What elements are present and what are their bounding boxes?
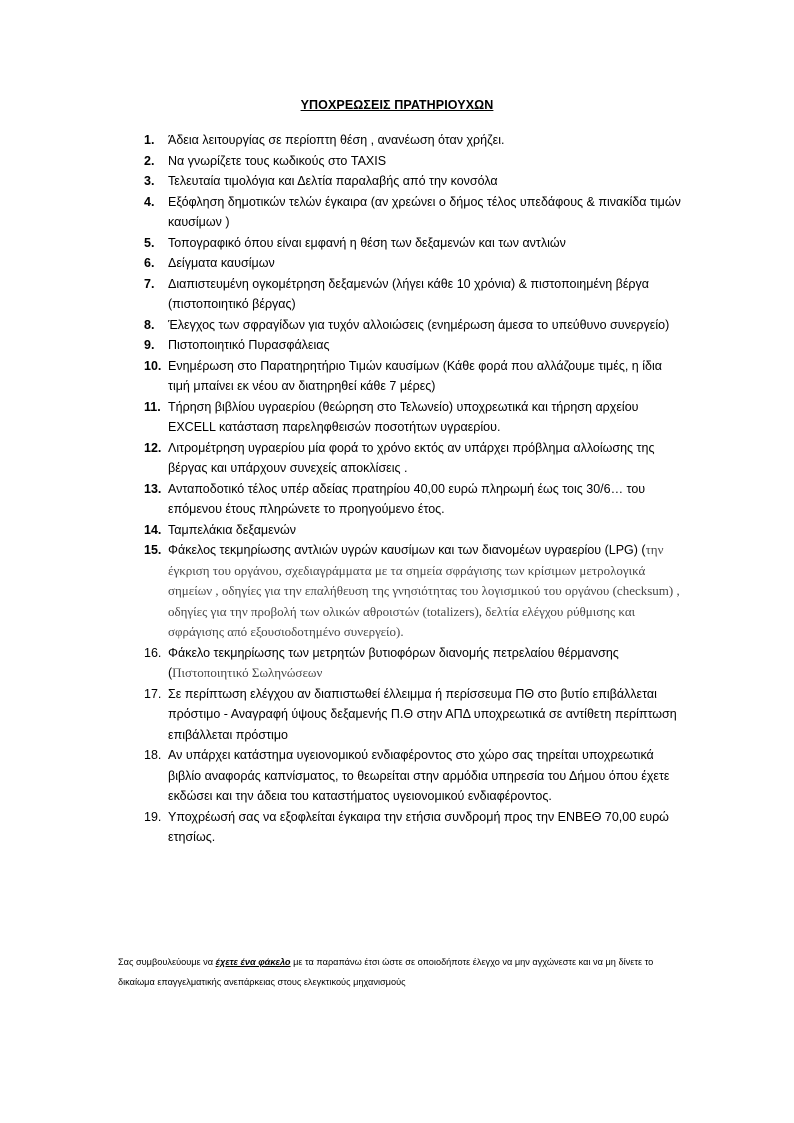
list-item-number: 1. (144, 133, 155, 147)
list-item (124, 130, 684, 151)
list-item (124, 171, 684, 192)
list-item-text: Πιστοποιητικό Πυρασφάλειας (168, 338, 330, 352)
list-item-text: Δείγματα καυσίμων (168, 256, 275, 270)
list-item-number: 19. (144, 809, 162, 824)
list-item-number: 8. (144, 317, 155, 332)
list-item-text: Υποχρέωσή σας να εξοφλείται έγκαιρα την ετήσια συνδρομή προς την ΕΝΒΕΘ 70,00 ευρώ ετησίως. (168, 809, 669, 844)
list-item-number: 9. (144, 338, 155, 352)
list-item-text: Τήρηση βιβλίου υγραερίου (θεώρηση στο Τελωνείο) υποχρεωτικά και τήρηση αρχείου EXCELL κατάσταση παρεληφθεισών ποσοτήτων υγραερίου. (168, 399, 639, 434)
list-item (124, 520, 684, 541)
list-item-detail: την έγκριση του οργάνου, σχεδιαγράμματα με τα σημεία σφράγισης των κρίσιμων μετρολογικά σημείων , οδηγίες για την επαλήθευση της γνησιότητας του λογισμικού του οργάνου (checksum) , οδηγίες για την προβολή των ολικών αθροιστών (totalizers), δελτία ελέγχου ρύθμισης και σφράγισης από εξουσιοδοτημένο συνεργείο). (168, 542, 680, 639)
list-item-number: 5. (144, 235, 155, 250)
list-item-number: 6. (144, 256, 155, 270)
list-item (124, 643, 684, 684)
list-item-text: Ανταποδοτικό τέλος υπέρ αδείας πρατηρίου 40,00 ευρώ πληρωμή έως τοις 30/6… του επόμενου έτους πληρώνετε το προηγούμενο έτος. (168, 481, 646, 516)
list-item-text: Λιτρομέτρηση υγραερίου μία φορά το χρόνο εκτός αν υπάρχει πρόβλημα αλλοίωσης της βέργας και υπάρχουν συνεχείς αποκλίσεις . (168, 440, 655, 475)
list-item-number: 11. (144, 399, 161, 414)
list-item (124, 192, 684, 233)
list-item-text: Φάκελος τεκμηρίωσης αντλιών υγρών καυσίμων και των διανομέων υγραερίου (LPG) ( (168, 543, 646, 557)
list-item-number: 16. (144, 645, 162, 660)
list-item-text: Ταμπελάκια δεξαμενών (168, 522, 296, 537)
list-item-text: Διαπιστευμένη ογκομέτρηση δεξαμενών (λήγει κάθε 10 χρόνια) & πιστοποιημένη βέργα (πιστοποιητικό βέργας) (168, 276, 649, 311)
obligations-list (124, 130, 684, 848)
list-item-number: 3. (144, 174, 155, 188)
list-item (124, 151, 684, 172)
list-item (124, 253, 684, 274)
list-item-text: Ενημέρωση στο Παρατηρητήριο Τιμών καυσίμων (Κάθε φορά που αλλάζουμε τιμές, η ίδια τιμή μπαίνει εκ νέου αν διατηρηθεί κάθε 7 μέρες) (168, 358, 662, 393)
list-item-number: 7. (144, 276, 155, 291)
list-item-number: 17. (144, 686, 162, 701)
list-item-detail: Πιστοποιητικό Σωληνώσεων (172, 665, 323, 680)
list-item (124, 397, 684, 438)
footer-text-after: με τα παραπάνω έτσι ώστε σε οποιοδήποτε έλεγχο να μην αγχώνεστε και να μη δίνετε το δικαίωμα επαγγελματικής ανεπάρκειας στους ελεγκτικούς μηχανισμούς (118, 957, 654, 987)
list-item-text: Αν υπάρχει κατάστημα υγειονομικού ενδιαφέροντος στο χώρο σας τηρείται υποχρεωτικά βιβλίο αναφοράς καπνίσματος, το θεωρείται στην αρμόδια υπηρεσία του Δήμου όπου έχετε εκδώσει και την άδεια του καταστήματος υγειονομικού ενδιαφέροντος. (168, 748, 670, 803)
list-item (124, 684, 684, 746)
list-item-text: Εξόφληση δημοτικών τελών έγκαιρα (αν χρεώνει ο δήμος τέλος υπεδάφους & πινακίδα τιμών καυσίμων ) (168, 194, 681, 229)
list-item-number: 12. (144, 440, 162, 455)
list-item (124, 335, 684, 356)
list-item (124, 233, 684, 254)
list-item-number: 14. (144, 522, 162, 537)
list-item-number: 18. (144, 748, 162, 762)
list-item (124, 274, 684, 315)
list-item (124, 315, 684, 336)
list-item-number: 13. (144, 481, 162, 496)
list-item (124, 438, 684, 479)
list-item (124, 807, 684, 848)
list-item-text: Να γνωρίζετε τους κωδικούς στο TAXIS (168, 153, 387, 168)
footer-note (118, 952, 678, 992)
list-item-number: 2. (144, 153, 155, 168)
list-item (124, 356, 684, 397)
list-item-number: 15. (144, 543, 162, 557)
list-item-text: Τελευταία τιμολόγια και Δελτία παραλαβής από την κονσόλα (168, 174, 498, 188)
list-item-number: 10. (144, 358, 162, 373)
list-item-text: Φάκελο τεκμηρίωσης των μετρητών βυτιοφόρων διανομής πετρελαίου θέρμανσης ( (168, 645, 619, 680)
list-item-text: Άδεια λειτουργίας σε περίοπτη θέση , ανανέωση όταν χρήζει. (168, 133, 505, 147)
list-item (124, 745, 684, 807)
list-item-number: 4. (144, 194, 155, 209)
list-item (124, 479, 684, 520)
list-item-text: Τοπογραφικό όπου είναι εμφανή η θέση των δεξαμενών και των αντλιών (168, 235, 566, 250)
footer-text-before: Σας συμβουλεύουμε να (118, 957, 216, 967)
list-item (124, 540, 684, 643)
list-item-text: Σε περίπτωση ελέγχου αν διαπιστωθεί έλλειμμα ή περίσσευμα ΠΘ στο βυτίο επιβάλλεται πρόστιμο - Αναγραφή ύψους δεξαμενής Π.Θ στην ΑΠΔ υποχρεωτικά σε αντίθετη περίπτωση επιβάλλεται πρόστιμο (168, 686, 677, 742)
footer-emphasis: έχετε ένα φάκελο (215, 957, 291, 967)
list-item-text: Έλεγχος των σφραγίδων για τυχόν αλλοιώσεις (ενημέρωση άμεσα το υπεύθυνο συνεργείο) (168, 317, 670, 332)
page-title: ΥΠΟΧΡΕΩΣΕΙΣ ΠΡΑΤΗΡΙΟΥΧΩΝ (300, 98, 494, 112)
